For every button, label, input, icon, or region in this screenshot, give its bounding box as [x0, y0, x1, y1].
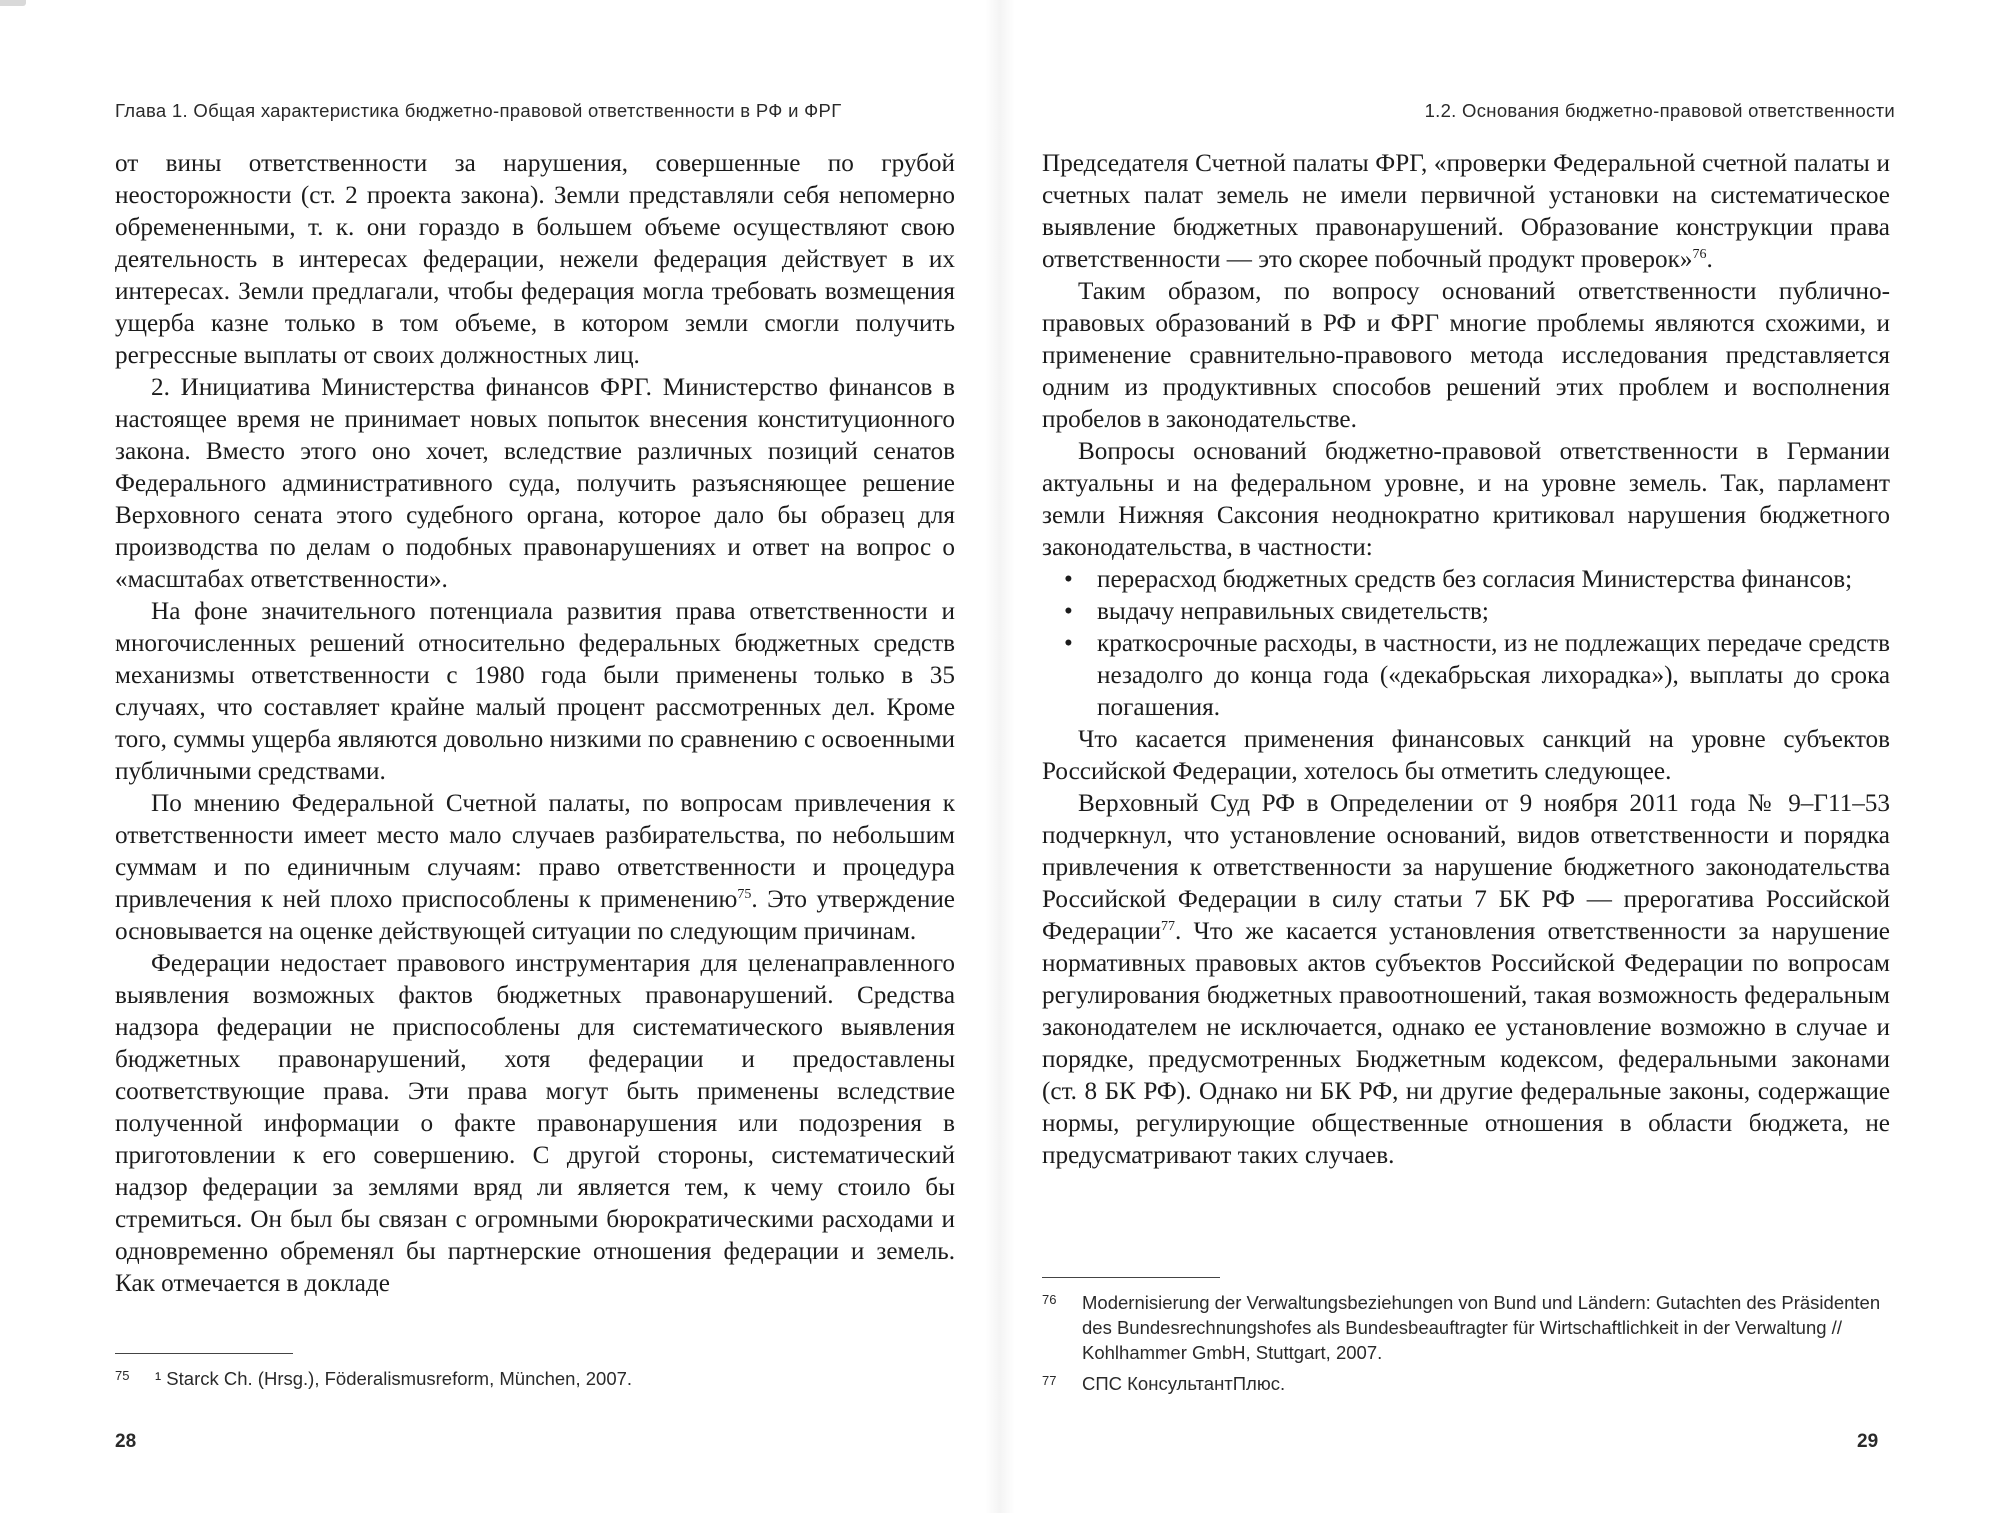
right-footnotes [1042, 1277, 1892, 1396]
violations-list [1042, 564, 1890, 724]
paragraph-with-footnote [115, 788, 955, 948]
paragraph: Вопросы оснований бюджетно-правовой ответственности в Германии актуальны и на федеральном уровне, и на уровне земель. Так, парламент земли Нижняя Саксония неоднократно критиковал нарушения бюджетного законодательства, в частности: [1042, 438, 1890, 561]
right-running-head: 1.2. Основания бюджетно-правовой ответственности [1424, 100, 1895, 121]
left-page-number: 28 [115, 1431, 137, 1452]
paragraph-text: По мнению Федеральной Счетной палаты, по вопросам привлечения к ответственности имеет место мало случаев разбирательства, по небольшим суммам и по единичным случаям: право ответственности и процедура привлечения к ней плохо приспособлены к применению [115, 790, 955, 913]
list-item-text: краткосрочные расходы, в частности, из не подлежащих передаче средств незадолго до конца года («декабрьская лихорадка»), выплаты до срока погашения. [1097, 630, 1890, 721]
paragraph-text: Председателя Счетной палаты ФРГ, «проверки Федеральной счетной палаты и счетных палат земель не имели первичной установки на систематическое выявление бюджетных правонарушений. Образование конструкции права ответственности — это скорее побочный продукт проверок» [1042, 150, 1890, 273]
footnote-divider [115, 1353, 293, 1354]
right-body-text [1042, 148, 1890, 1172]
paragraph-text: . [1706, 246, 1713, 273]
right-page-number: 29 [1857, 1431, 1879, 1452]
footnote-ref-75[interactable]: 75 [737, 887, 752, 902]
paragraph-text: Верховный Суд РФ в Определении от 9 ноября 2011 года № 9–Г11–53 подчеркнул, что установление оснований, видов ответственности и порядка привлечения к ответственности за нарушение бюджетного законодательства Российской Федерации в силу статьи 7 БК РФ — прерогатива Российской Федерации [1042, 790, 1890, 945]
right-page [1000, 0, 2000, 1513]
paragraph: Таким образом, по вопросу оснований ответственности публично-правовых образований в РФ и ФРГ многие проблемы являются схожими, и применение сравнительно-правового метода исследования представляется одним из продуктивных способов решений этих проблем и восполнения пробелов в законодательстве. [1042, 278, 1890, 433]
list-item [1042, 596, 1890, 628]
paragraph: Что касается применения финансовых санкций на уровне субъектов Российской Федерации, хотелось бы отметить следующее. [1042, 726, 1890, 785]
paragraph: от вины ответственности за нарушения, совершенные по грубой неосторожности (ст. 2 проекта закона). Земли представляли себя непомерно обремененными, т. к. они гораздо в большем объеме осуществляют свою деятельность в интересах федерации, нежели федерация действует в их интересах. Земли предлагали, чтобы федерация могла требовать возмещения ущерба казне только в том объеме, в котором земли смогли получить регрессные выплаты от своих должностных лиц. [115, 150, 955, 369]
left-body-text [115, 148, 955, 1300]
paragraph: Федерации недостает правового инструментария для целенаправленного выявления возможных фактов бюджетных правонарушений. Средства надзора федерации не приспособлены для систематического выявления бюджетных правонарушений, хотя федерации и предоставлены соответствующие права. Эти права могут быть применены вследствие полученной информации о факте правонарушения или подозрения в приготовлении к его совершению. С другой стороны, систематический надзор федерации за землями вряд ли является тем, к чему стоило бы стремиться. Он был бы связан с огромными бюрократическими расходами и одновременно обременял бы партнерские отношения федерации и земель. Как отмечается в докладе [115, 950, 955, 1297]
paragraph: 2. Инициатива Министерства финансов ФРГ. Министерство финансов в настоящее время не принимает новых попыток внесения конституционного закона. Вместо этого оно хочет, вследствие различных позиций сенатов Федерального административного суда, получить разъясняющее решение Верховного сената этого судебного органа, которое дало бы образец для производства по делам о подобных правонарушениях и ответ на вопрос о «масштабах ответственности». [115, 374, 955, 593]
list-item-text: выдачу неправильных свидетельств; [1097, 598, 1489, 625]
footnote-text: Modernisierung der Verwaltungsbeziehungen von Bund und Ländern: Gutachten des Präsidenten des Bundesrechnungshofes als Bundesbeauftragter für Wirtschaftlichkeit in der Verwaltung // Kohlhammer GmbH, Stuttgart, 2007. [1082, 1292, 1881, 1363]
list-item-text: перерасход бюджетных средств без согласия Министерства финансов; [1097, 566, 1853, 593]
footnote-number: 77 [1042, 1373, 1057, 1388]
footnote-number: 75 [115, 1368, 130, 1383]
list-item [1042, 564, 1890, 596]
bullet-icon: • [1064, 566, 1073, 593]
paragraph: На фоне значительного потенциала развития права ответственности и многочисленных решений относительно федеральных бюджетных средств механизмы ответственности с 1980 года были применены только в 35 случаях, что составляет крайне малый процент рассмотренных дел. Кроме того, суммы ущерба являются довольно низкими по сравнению с освоенными публичными средствами. [115, 598, 955, 785]
footnote-divider [1042, 1277, 1220, 1278]
left-footnotes [115, 1353, 955, 1391]
footnote-76 [1042, 1290, 1892, 1365]
footnote-ref-76[interactable]: 76 [1692, 247, 1707, 262]
paragraph-with-footnote [1042, 148, 1890, 276]
footnote-number: 76 [1042, 1292, 1057, 1307]
bullet-icon: • [1064, 630, 1073, 657]
paragraph-with-footnote [1042, 788, 1890, 1172]
paragraph-text: . Это утверждение основывается на оценке действующей ситуации по следующим причинам. [115, 886, 955, 945]
footnote-77 [1042, 1371, 1892, 1396]
bullet-icon: • [1064, 598, 1073, 625]
footnote-text: СПС КонсультантПлюс. [1082, 1373, 1286, 1394]
paragraph-text: . Что же касается установления ответственности за нарушение нормативных правовых актов субъектов Российской Федерации по вопросам регулирования бюджетных правоотношений, такая возможность федеральным законодателем не исключается, однако ее установление возможно в случае и порядке, предусмотренных Бюджетным кодексом, федеральными законами (ст. 8 БК РФ). Однако ни БК РФ, ни другие федеральные законы, содержащие нормы, регулирующие общественные отношения в области бюджета, не предусматривают таких случаев. [1042, 918, 1890, 1169]
footnote-text: ¹ Starck Ch. (Hrsg.), Föderalismusreform, München, 2007. [155, 1368, 633, 1389]
footnote-ref-77[interactable]: 77 [1160, 919, 1175, 934]
left-running-head: Глава 1. Общая характеристика бюджетно-правовой ответственности в РФ и ФРГ [115, 100, 842, 121]
footnote-75 [115, 1366, 955, 1391]
list-item [1042, 628, 1890, 724]
